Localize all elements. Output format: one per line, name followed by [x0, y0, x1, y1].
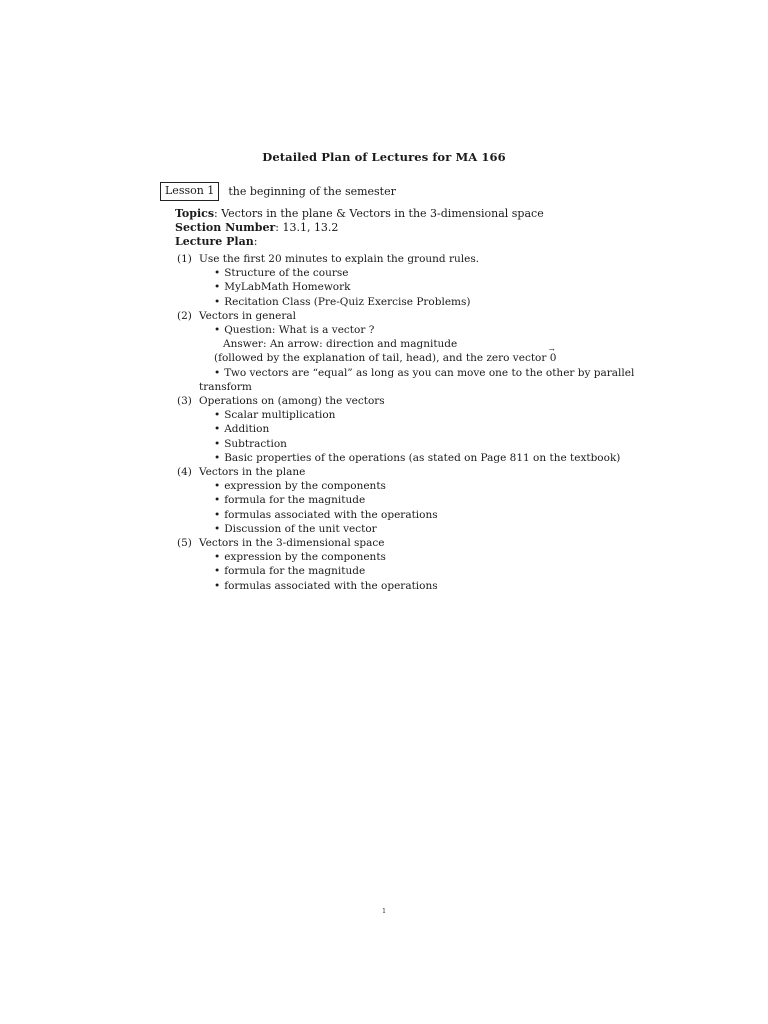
lecture-plan-label: Lecture Plan	[175, 235, 254, 248]
list-item: • Addition	[177, 422, 617, 436]
lecture-plan-list	[177, 252, 635, 593]
item-text: Vectors in the 3-dimensional space	[199, 537, 385, 550]
list-item: • formula for the magnitude	[177, 564, 617, 578]
answer-text: Answer: An arrow: direction and magnitude	[223, 338, 458, 351]
item-number: (1)	[177, 253, 192, 265]
item-text: Vectors in the plane	[199, 466, 306, 479]
list-item: • Question: What is a vector ?	[177, 323, 617, 337]
follow-explanation: (followed by the explanation of tail, head), and the zero vector	[214, 352, 547, 365]
topics-value: : Vectors in the plane & Vectors in the 3-dimensional space	[214, 207, 544, 220]
plan-item-3	[177, 394, 621, 465]
list-item: • formulas associated with the operations	[177, 508, 617, 522]
list-item: • Recitation Class (Pre-Quiz Exercise Problems)	[177, 295, 617, 309]
lesson-description: the beginning of the semester	[228, 184, 396, 198]
plan-item-2	[177, 309, 635, 394]
list-item: • expression by the components	[177, 479, 617, 493]
lesson-label-box: Lesson 1	[160, 182, 219, 201]
section-number-value: : 13.1, 13.2	[275, 221, 339, 234]
zero-vector-symbol: → 0	[550, 351, 557, 365]
list-item: • formula for the magnitude	[177, 493, 617, 507]
lecture-plan-heading	[175, 235, 257, 249]
item-text: Operations on (among) the vectors	[199, 395, 385, 408]
item-text: Vectors in general	[199, 309, 297, 322]
list-item: • formulas associated with the operations	[177, 579, 617, 593]
list-item: • expression by the components	[177, 550, 617, 564]
list-item: • Subtraction	[177, 437, 617, 451]
follow-text	[177, 351, 617, 365]
section-number-line	[175, 221, 338, 235]
item-number: (2)	[177, 309, 192, 322]
lecture-plan-colon: :	[253, 235, 258, 248]
topics-label: Topics	[175, 207, 215, 220]
topics-line	[175, 207, 544, 221]
plan-item-4	[177, 465, 617, 536]
list-item: • Structure of the course	[177, 266, 617, 280]
list-item: • Basic properties of the operations (as stated on Page 811 on the textbook)	[177, 451, 617, 465]
item-number: (5)	[177, 537, 192, 550]
list-item: • Two vectors are “equal” as long as you can move one to the other by parallel	[177, 366, 617, 380]
plan-item-1	[177, 252, 617, 309]
list-item: • Scalar multiplication	[177, 408, 617, 422]
continuation-text: transform	[199, 380, 252, 393]
page-number: 1	[382, 908, 386, 915]
list-item: • Discussion of the unit vector	[177, 522, 617, 536]
list-item: • MyLabMath Homework	[177, 280, 617, 294]
section-number-label: Section Number	[175, 221, 276, 234]
document-title: Detailed Plan of Lectures for MA 166	[262, 150, 506, 164]
item-number: (4)	[177, 466, 192, 479]
item-text: Use the first 20 minutes to explain the ground rules.	[199, 253, 480, 265]
item-number: (3)	[177, 395, 192, 408]
lesson-header	[160, 182, 396, 200]
plan-item-5	[177, 536, 617, 593]
